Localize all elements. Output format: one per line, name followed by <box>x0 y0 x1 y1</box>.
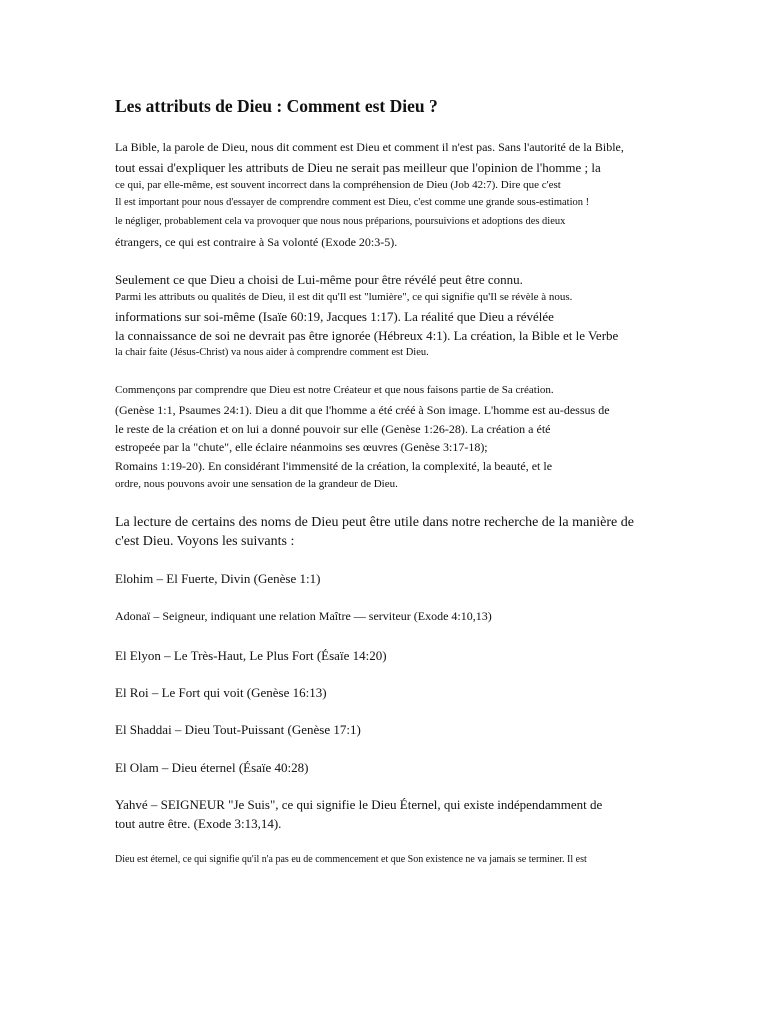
text-line: la connaissance de soi ne devrait pas être ignorée (Hébreux 4:1). La création, la Bible et le Verbe <box>115 328 619 343</box>
text-line: tout essai d'expliquer les attributs de Dieu ne serait pas meilleur que l'opinion de l'homme ; la <box>115 160 601 175</box>
text-line: (Genèse 1:1, Psaumes 24:1). Dieu a dit que l'homme a été créé à Son image. L'homme est au-dessus de <box>115 403 610 417</box>
text-line: ordre, nous pouvons avoir une sensation de la grandeur de Dieu. <box>115 478 398 490</box>
text-line: c'est Dieu. Voyons les suivants : <box>115 534 295 549</box>
list-item: Adonaï – Seigneur, indiquant une relation Maître — serviteur (Exode 4:10,13) <box>115 609 492 623</box>
list-item: El Elyon – Le Très-Haut, Le Plus Fort (Ésaïe 14:20) <box>115 648 387 663</box>
list-item: El Roi – Le Fort qui voit (Genèse 16:13) <box>115 685 327 700</box>
list-item: Yahvé – SEIGNEUR "Je Suis", ce qui signifie le Dieu Éternel, qui existe indépendamment de <box>115 797 603 812</box>
text-line: estropeée par la "chute", elle éclaire néanmoins ses œuvres (Genèse 3:17-18); <box>115 440 488 454</box>
text-line: étrangers, ce qui est contraire à Sa volonté (Exode 20:3-5). <box>115 235 398 249</box>
text-line: Parmi les attributs ou qualités de Dieu, il est dit qu'Il est "lumière", ce qui signifie qu'Il se révèle à nous. <box>115 291 573 303</box>
text-line: informations sur soi-même (Isaïe 60:19, Jacques 1:17). La réalité que Dieu a révélée <box>115 309 554 324</box>
text-line: Il est important pour nous d'essayer de comprendre comment est Dieu, c'est comme une grande sous-estimation ! <box>115 197 590 208</box>
list-item: El Olam – Dieu éternel (Ésaïe 40:28) <box>115 760 309 775</box>
document-title: Les attributs de Dieu : Comment est Dieu ? <box>115 96 438 116</box>
list-item: tout autre être. (Exode 3:13,14). <box>115 816 282 831</box>
text-line: la chair faite (Jésus-Christ) va nous aider à comprendre comment est Dieu. <box>115 347 429 358</box>
text-line: Seulement ce que Dieu a choisi de Lui-même pour être révélé peut être connu. <box>115 272 523 287</box>
text-line: ce qui, par elle-même, est souvent incorrect dans la compréhension de Dieu (Job 42:7). Dire que c'est <box>115 179 561 191</box>
text-line: le négliger, probablement cela va provoquer que nous nous préparions, poursuivions et adoptions des dieux <box>115 216 566 227</box>
text-line: le reste de la création et on lui a donné pouvoir sur elle (Genèse 1:26-28). La création a été <box>115 422 551 436</box>
text-line: Romains 1:19-20). En considérant l'immensité de la création, la complexité, la beauté, et le <box>115 459 553 473</box>
list-item: El Shaddai – Dieu Tout-Puissant (Genèse 17:1) <box>115 722 361 737</box>
text-line: Commençons par comprendre que Dieu est notre Créateur et que nous faisons partie de Sa création. <box>115 384 554 396</box>
text-line: La Bible, la parole de Dieu, nous dit comment est Dieu et comment il n'est pas. Sans l'autorité de la Bible, <box>115 140 624 154</box>
text-line: La lecture de certains des noms de Dieu peut être utile dans notre recherche de la manière de <box>115 515 634 530</box>
list-item: Elohim – El Fuerte, Divin (Genèse 1:1) <box>115 571 321 586</box>
text-line: Dieu est éternel, ce qui signifie qu'il n'a pas eu de commencement et que Son existence ne va jamais se terminer. Il est <box>115 854 587 865</box>
